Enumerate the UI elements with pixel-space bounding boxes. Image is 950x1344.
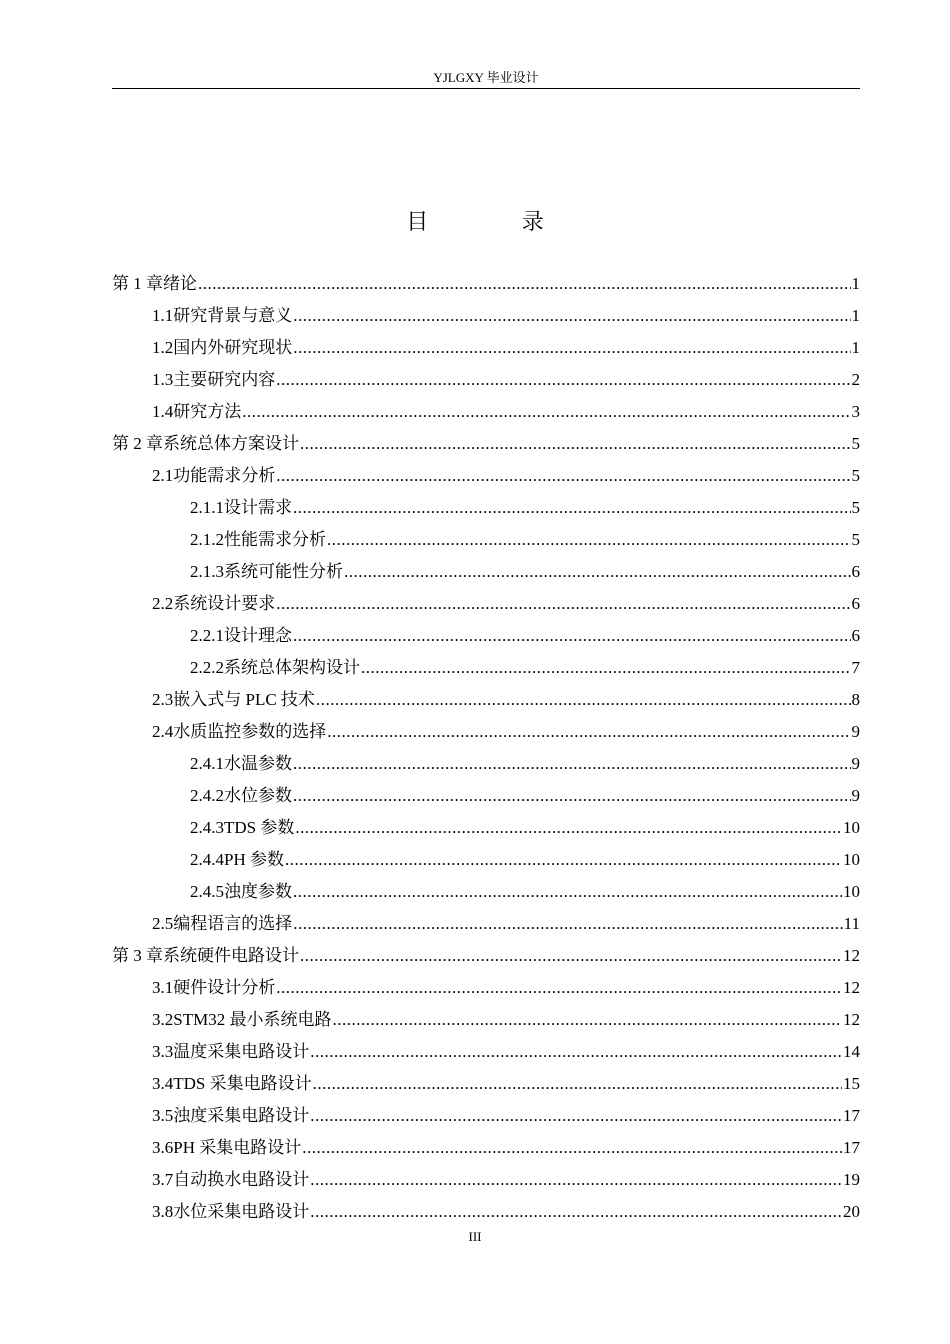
toc-dot-leader bbox=[310, 1164, 842, 1196]
toc-entry-number: 1.2 bbox=[152, 338, 174, 357]
toc-entry[interactable] bbox=[112, 268, 860, 300]
toc-entry-title: 设计理念 bbox=[224, 626, 292, 645]
toc-entry-page: 11 bbox=[843, 914, 860, 933]
toc-entry-title: 设计需求 bbox=[224, 498, 292, 517]
toc-entry-page: 5 bbox=[851, 466, 860, 485]
toc-entry-page: 10 bbox=[843, 882, 860, 901]
toc-entry-title: 系统可能性分析 bbox=[224, 562, 343, 581]
toc-dot-leader bbox=[332, 1004, 842, 1036]
toc-dot-leader bbox=[293, 620, 851, 652]
toc-entry-number: 2.4 bbox=[152, 722, 174, 741]
toc-entry-number: 1.3 bbox=[152, 370, 174, 389]
toc-entry-page: 6 bbox=[851, 626, 860, 645]
toc-entry-number: 2.1.3 bbox=[190, 562, 224, 581]
toc-entry-page: 1 bbox=[851, 274, 860, 293]
toc-entry[interactable] bbox=[112, 1196, 860, 1228]
toc-entry-page: 5 bbox=[851, 530, 860, 549]
toc-entry-page: 8 bbox=[851, 690, 860, 709]
toc-entry-title: 水温参数 bbox=[224, 754, 292, 773]
toc-entry[interactable] bbox=[112, 652, 860, 684]
toc-entry[interactable] bbox=[112, 428, 860, 460]
toc-entry-number: 3.1 bbox=[152, 978, 174, 997]
toc-entry-page: 2 bbox=[851, 370, 860, 389]
toc-entry-title: 研究背景与意义 bbox=[173, 306, 293, 325]
toc-dot-leader bbox=[300, 940, 842, 972]
toc-entry-number: 3.4 bbox=[152, 1074, 174, 1093]
toc-entry-page: 9 bbox=[851, 754, 860, 773]
toc-entry[interactable] bbox=[112, 1164, 860, 1196]
toc-entry-page: 7 bbox=[851, 658, 860, 677]
toc-entry-page: 9 bbox=[851, 722, 860, 741]
toc-entry-page: 17 bbox=[843, 1106, 860, 1125]
toc-entry-number: 3.2 bbox=[152, 1010, 174, 1029]
toc-entry[interactable] bbox=[112, 876, 860, 908]
toc-entry-title: 主要研究内容 bbox=[173, 370, 276, 389]
toc-dot-leader bbox=[276, 588, 850, 620]
toc-entry-title: 浊度采集电路设计 bbox=[173, 1106, 310, 1125]
toc-entry-number: 3.8 bbox=[152, 1202, 174, 1221]
toc-entry-title: TDS 参数 bbox=[224, 818, 295, 837]
toc-dot-leader bbox=[310, 1100, 842, 1132]
toc-entry[interactable] bbox=[112, 556, 860, 588]
toc-entry-number: 2.4.5 bbox=[190, 882, 224, 901]
toc-entry-number: 3.3 bbox=[152, 1042, 174, 1061]
toc-entry-title: 功能需求分析 bbox=[173, 466, 276, 485]
toc-entry[interactable] bbox=[112, 972, 860, 1004]
toc-dot-leader bbox=[302, 1132, 842, 1164]
toc-entry-page: 1 bbox=[851, 306, 860, 325]
toc-dot-leader bbox=[293, 908, 842, 940]
toc-entry-page: 6 bbox=[851, 594, 860, 613]
toc-dot-leader bbox=[293, 492, 851, 524]
toc-entry[interactable] bbox=[112, 780, 860, 812]
toc-entry[interactable] bbox=[112, 684, 860, 716]
toc-dot-leader bbox=[293, 332, 850, 364]
toc-entry-number: 1.4 bbox=[152, 402, 174, 421]
toc-entry-number: 2.4.1 bbox=[190, 754, 224, 773]
toc-entry-number: 2.1.1 bbox=[190, 498, 224, 517]
toc-entry-page: 15 bbox=[843, 1074, 860, 1093]
toc-entry-page: 17 bbox=[843, 1138, 860, 1157]
toc-entry-page: 12 bbox=[843, 1010, 860, 1029]
toc-entry[interactable] bbox=[112, 940, 860, 972]
toc-entry-number: 2.5 bbox=[152, 914, 174, 933]
toc-dot-leader bbox=[293, 300, 850, 332]
toc-dot-leader bbox=[293, 876, 842, 908]
page-header: YJLGXY 毕业设计 bbox=[433, 70, 539, 85]
toc-entry-number: 2.2.2 bbox=[190, 658, 224, 677]
toc-entry-title: 绪论 bbox=[163, 274, 197, 293]
toc-entry-title: 国内外研究现状 bbox=[173, 338, 293, 357]
toc-entry-title: 浊度参数 bbox=[224, 882, 292, 901]
toc-entry[interactable] bbox=[112, 748, 860, 780]
toc-dot-leader bbox=[310, 1036, 842, 1068]
toc-entry[interactable] bbox=[112, 1132, 860, 1164]
toc-entry-title: 编程语言的选择 bbox=[173, 914, 293, 933]
toc-entry-title: 系统总体方案设计 bbox=[163, 434, 299, 453]
toc-dot-leader bbox=[276, 364, 850, 396]
toc-entry-title: 系统总体架构设计 bbox=[224, 658, 360, 677]
toc-entry-page: 3 bbox=[851, 402, 860, 421]
toc-entry-number: 2.4.3 bbox=[190, 818, 224, 837]
toc-entry-number: 1.1 bbox=[152, 306, 174, 325]
toc-entry-page: 19 bbox=[843, 1170, 860, 1189]
toc-entry-title: 系统硬件电路设计 bbox=[163, 946, 299, 965]
toc-dot-leader bbox=[198, 268, 851, 300]
table-of-contents bbox=[112, 268, 860, 1228]
toc-entry-page: 20 bbox=[843, 1202, 860, 1221]
toc-entry-title: 水质监控参数的选择 bbox=[173, 722, 327, 741]
toc-dot-leader bbox=[242, 396, 850, 428]
toc-entry[interactable] bbox=[112, 396, 860, 428]
toc-entry-number: 3.6 bbox=[152, 1138, 174, 1157]
toc-entry-number: 2.4.4 bbox=[190, 850, 224, 869]
toc-entry-title: 水位参数 bbox=[224, 786, 292, 805]
toc-entry-page: 10 bbox=[843, 818, 860, 837]
toc-entry[interactable] bbox=[112, 492, 860, 524]
toc-entry-title: PH 参数 bbox=[224, 850, 284, 869]
toc-entry-title: 温度采集电路设计 bbox=[173, 1042, 310, 1061]
toc-entry-page: 5 bbox=[851, 434, 860, 453]
toc-entry-title: TDS 采集电路设计 bbox=[173, 1074, 312, 1093]
toc-entry[interactable] bbox=[112, 1100, 860, 1132]
toc-dot-leader bbox=[295, 812, 842, 844]
toc-entry-title: 硬件设计分析 bbox=[173, 978, 276, 997]
toc-entry[interactable] bbox=[112, 364, 860, 396]
toc-entry-title: 性能需求分析 bbox=[224, 530, 326, 549]
toc-dot-leader bbox=[344, 556, 851, 588]
toc-entry-page: 9 bbox=[851, 786, 860, 805]
toc-entry-number: 2.4.2 bbox=[190, 786, 224, 805]
toc-dot-leader bbox=[327, 524, 851, 556]
toc-dot-leader bbox=[276, 460, 850, 492]
toc-entry-title: PH 采集电路设计 bbox=[173, 1138, 302, 1157]
toc-entry[interactable] bbox=[112, 716, 860, 748]
toc-entry-page: 5 bbox=[851, 498, 860, 517]
toc-dot-leader bbox=[300, 428, 851, 460]
toc-entry[interactable] bbox=[112, 1004, 860, 1036]
toc-entry-number: 2.1.2 bbox=[190, 530, 224, 549]
toc-entry-title: 研究方法 bbox=[173, 402, 242, 421]
toc-entry[interactable] bbox=[112, 908, 860, 940]
toc-entry-number: 2.3 bbox=[152, 690, 174, 709]
toc-entry-number: 第 2 章 bbox=[112, 434, 163, 453]
toc-entry-page: 12 bbox=[843, 946, 860, 965]
toc-entry-number: 3.5 bbox=[152, 1106, 174, 1125]
toc-entry-number: 2.2 bbox=[152, 594, 174, 613]
toc-dot-leader bbox=[313, 1068, 842, 1100]
toc-dot-leader bbox=[361, 652, 851, 684]
page-number: III bbox=[468, 1229, 482, 1244]
toc-entry[interactable] bbox=[112, 460, 860, 492]
toc-entry[interactable] bbox=[112, 620, 860, 652]
toc-entry-page: 6 bbox=[851, 562, 860, 581]
toc-entry-title: 自动换水电路设计 bbox=[173, 1170, 310, 1189]
toc-dot-leader bbox=[310, 1196, 842, 1228]
toc-entry-number: 2.1 bbox=[152, 466, 174, 485]
toc-entry[interactable] bbox=[112, 812, 860, 844]
header-rule bbox=[112, 88, 860, 89]
toc-entry-page: 1 bbox=[851, 338, 860, 357]
toc-dot-leader bbox=[293, 780, 851, 812]
toc-entry-title: 水位采集电路设计 bbox=[173, 1202, 310, 1221]
toc-entry-title: STM32 最小系统电路 bbox=[173, 1010, 332, 1029]
toc-entry[interactable] bbox=[112, 332, 860, 364]
toc-dot-leader bbox=[327, 716, 850, 748]
toc-entry[interactable] bbox=[112, 588, 860, 620]
toc-entry-number: 第 1 章 bbox=[112, 274, 163, 293]
toc-dot-leader bbox=[276, 972, 842, 1004]
toc-entry[interactable] bbox=[112, 300, 860, 332]
toc-dot-leader bbox=[316, 684, 851, 716]
toc-entry-title: 嵌入式与 PLC 技术 bbox=[173, 690, 315, 709]
toc-title: 目 录 bbox=[406, 209, 588, 234]
toc-entry-page: 10 bbox=[843, 850, 860, 869]
toc-entry[interactable] bbox=[112, 524, 860, 556]
toc-entry[interactable] bbox=[112, 1036, 860, 1068]
toc-entry-page: 14 bbox=[843, 1042, 860, 1061]
toc-entry-number: 3.7 bbox=[152, 1170, 174, 1189]
toc-entry-number: 2.2.1 bbox=[190, 626, 224, 645]
toc-entry[interactable] bbox=[112, 844, 860, 876]
toc-entry-page: 12 bbox=[843, 978, 860, 997]
toc-dot-leader bbox=[285, 844, 842, 876]
toc-entry-number: 第 3 章 bbox=[112, 946, 163, 965]
toc-entry[interactable] bbox=[112, 1068, 860, 1100]
toc-dot-leader bbox=[293, 748, 851, 780]
toc-entry-title: 系统设计要求 bbox=[173, 594, 276, 613]
